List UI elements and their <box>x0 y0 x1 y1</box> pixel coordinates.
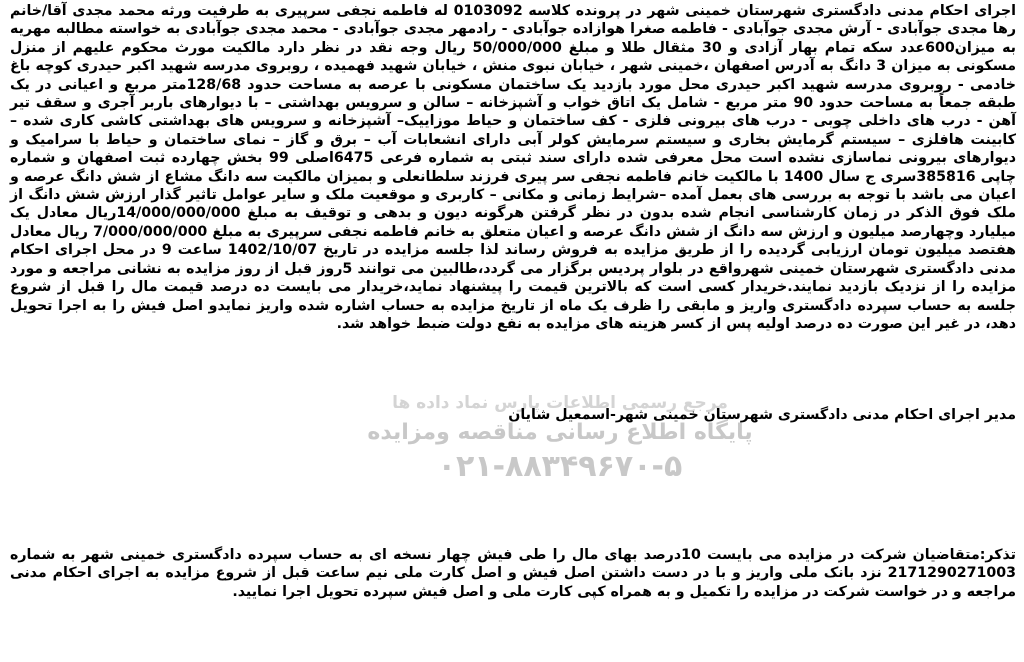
watermark-site-name: پایگاه اطلاع رسانی مناقصه ومزایده <box>367 420 753 445</box>
watermark-phone-number: ۰۲۱-۸۸۳۴۹۶۷۰-۵ <box>437 449 683 484</box>
watermark-source-text: مرجع رسمی اطلاعات پارس نماد داده ها <box>392 393 728 413</box>
auction-notice-body: اجرای احکام مدنی دادگستری شهرستان خمینی شهر در پرونده کلاسه 0103092 له فاطمه نجفی سرپیری به طرفیت ورثه محمد مجدی آقا/خانم رها مجدی جوآبادی - آرش مجدی جوآبادی - فاطمه صغرا هوازاده جوآبادی - رادمهر مجدی جوآبادی - محمد مجدی جوآبادی به خواسته مطالبه مهریه به میزان600عدد سکه تمام بهار آزادی و 30 مثقال طلا و مبلغ 50/000/000 ریال وجه نقد در نظر دارد مالکیت مورث محکوم علیهم از منزل مسکونی به میزان 3 دانگ به آدرس اصفهان ،خمینی شهر ، خیابان نبوی منش ، خیابان شهید فهمیده ، روبروی مدرسه شهید اکبر حیدری کوچه باغ خادمی - روبروی مدرسه شهید اکبر حیدری محل مورد بازدید یک ساختمان مسکونی با عرصه به مساحت حدود 128/68متر مربع و اعیانی در یک طبقه جمعاً به مساحت حدود 90 متر مربع - شامل یک اتاق خواب و آشپزخانه – سالن و سرویس بهداشتی – با دیوارهای باربر آجری و سقف تیر آهن - درب های داخلی چوبی - درب های بیرونی فلزی - کف ساختمان و حیاط موزاییک– آشپزخانه و سرویس های بهداشتی کاشی کاری شده – کابینت هافلزی – سیستم گرمایش بخاری و سیستم سرمایش کولر آبی دارای انشعابات آب – برق و گاز – نمای ساختمان و حیاط با سرامیک و دیوارهای بیرونی نماسازی نشده است محل معرفی شده دارای سند ثبتی به شماره فرعی 6475اصلی 99 بخش چهارده ثبت اصفهان و شماره چاپی 385816سری ج سال 1400 با مالکیت خانم فاطمه نجفی سر پیری فرزند سلطانعلی و بمیزان مالکیت سه دانگ مشاع از شش دانگ عرصه و اعیان می باشد با توجه به بررسی های بعمل آمده –شرایط زمانی و مکانی – کاربری و موقعیت ملک و سایر عوامل تاثیر گذار ارزش شش دانگ از ملک فوق الذکر در زمان کارشناسی انجام شده بدون در نظر گرفتن هرگونه دیون و بدهی و توقیف به مبلغ 14/000/000/000ریال معادل یک میلیارد وچهارصد میلیون و ارزش سه دانگ از شش دانگ عرصه و اعیان متعلق به خانم فاطمه نجفی سرپیری به مبلغ 7/000/000/000 ریال معادل هفتصد میلیون تومان ارزیابی گردیده را از طریق مزایده به فروش رساند لذا جلسه مزایده در تاریخ 1402/10/07 ساعت 9 در محل اجرای احکام مدنی دادگستری شهرستان خمینی شهرواقع در بلوار پردیس برگزار می گردد،طالبین می توانند 5روز قبل از روز مزایده به نشانی مراجعه و مورد مزایده را از نزدیک بازدید نمایند.خریدار کسی است که بالاترین قیمت را پیشنهاد نماید،خریدار می بایست ده درصد قیمت مال را قبل از شروع جلسه به حساب سپرده دادگستری واریز و مابقی را ظرف یک ماه از تاریخ مزایده به حساب اشاره شده واریز نمایدو اصل فیش را به اجرا تحویل دهد، در غیر این صورت ده درصد اولیه پس از کسر هزینه های مزایده به نفع دولت ضبط خواهد شد. <box>10 3 1017 332</box>
signature-line: مدیر اجرای احکام مدنی دادگستری شهرستان خمینی شهر-اسمعیل شایان <box>508 407 1016 423</box>
participation-note: تذکر:متقاضیان شرکت در مزایده می بایست 10درصد بهای مال را طی فیش چهار نسخه ای به حساب سپرده دادگستری خمینی شهر به شماره 2171290271003 نزد بانک ملی واریز و با در دست داشتن اصل فیش و اصل کارت ملی نیم ساعت قبل از شروع مزایده به اجرای احکام مدنی مراجعه و در خواست شرکت در مزایده را تکمیل و به همراه کپی کارت ملی و اصل فیش سپرده تحویل اجرا نمایید. <box>10 547 1016 600</box>
